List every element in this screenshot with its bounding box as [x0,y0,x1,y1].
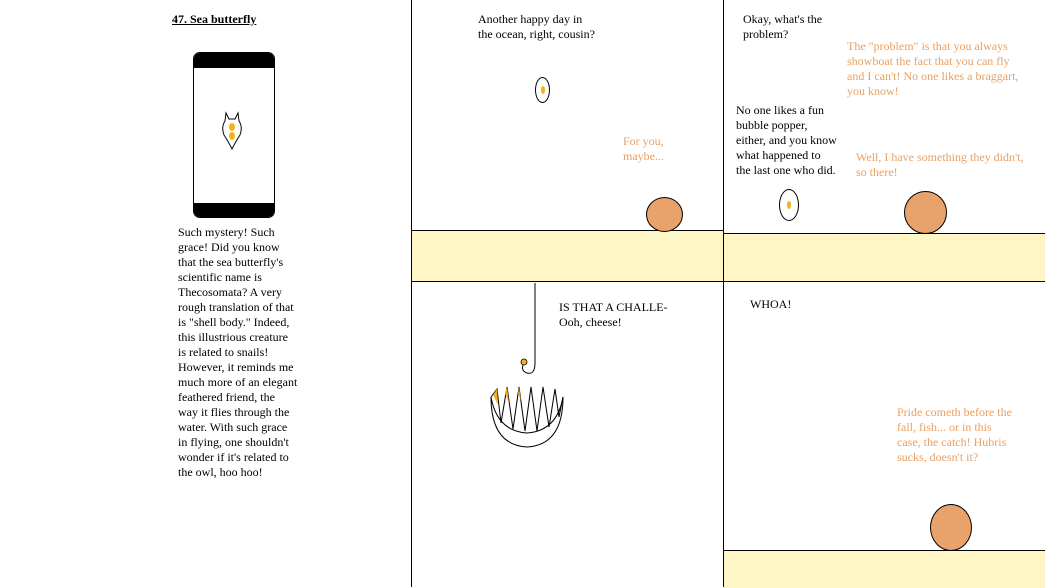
sea-butterfly-character [535,77,550,103]
fish-character [904,191,947,234]
dialogue-complaint: The "problem" is that you always showboat the fact that you can fly and I can't! No one likes a braggart, you know! [847,39,1019,98]
dialogue-question: Okay, what's the problem? [743,12,823,41]
divider-middle [723,0,724,587]
dialogue-cousin: Another happy day in the ocean, right, cousin? [478,12,595,41]
fish-character [646,197,683,232]
fish-character [930,504,972,551]
sea-butterfly-icon [218,109,246,153]
phone-illustration [193,52,275,218]
dialogue-moral: Pride cometh before the fall, fish... or in this case, the catch! Hubris sucks, doesn't it? [897,405,1012,464]
divider-row [411,281,1045,282]
dialogue-warning: No one likes a fun bubble popper, either, and you know what happened to the last one who did. [736,103,837,177]
sea-floor [724,550,1045,588]
dialogue-retort: Well, I have something they didn't, so there! [856,150,1024,179]
entry-title: 47. Sea butterfly [172,12,257,26]
dialogue-whoa: WHOA! [750,297,792,311]
anglerfish-icon [485,283,570,453]
dialogue-fish: For you, maybe... [623,134,664,163]
dialogue-challenge: IS THAT A CHALLE- Ooh, cheese! [559,300,668,329]
sea-floor [724,233,1045,281]
sea-floor [412,230,723,281]
sea-butterfly-character [779,189,799,221]
divider-left [411,0,412,587]
entry-description: Such mystery! Such grace! Did you know that the sea butterfly's scientific name is Thecosomata? A very rough translation of that is "shell body." Indeed, this illustrious creature is related to snails! However, it reminds me much more of an elegant feathered friend, the way it flies through the water. With such grace in flying, one shouldn't wonder if it's related to the owl, hoo hoo! [178,225,298,479]
